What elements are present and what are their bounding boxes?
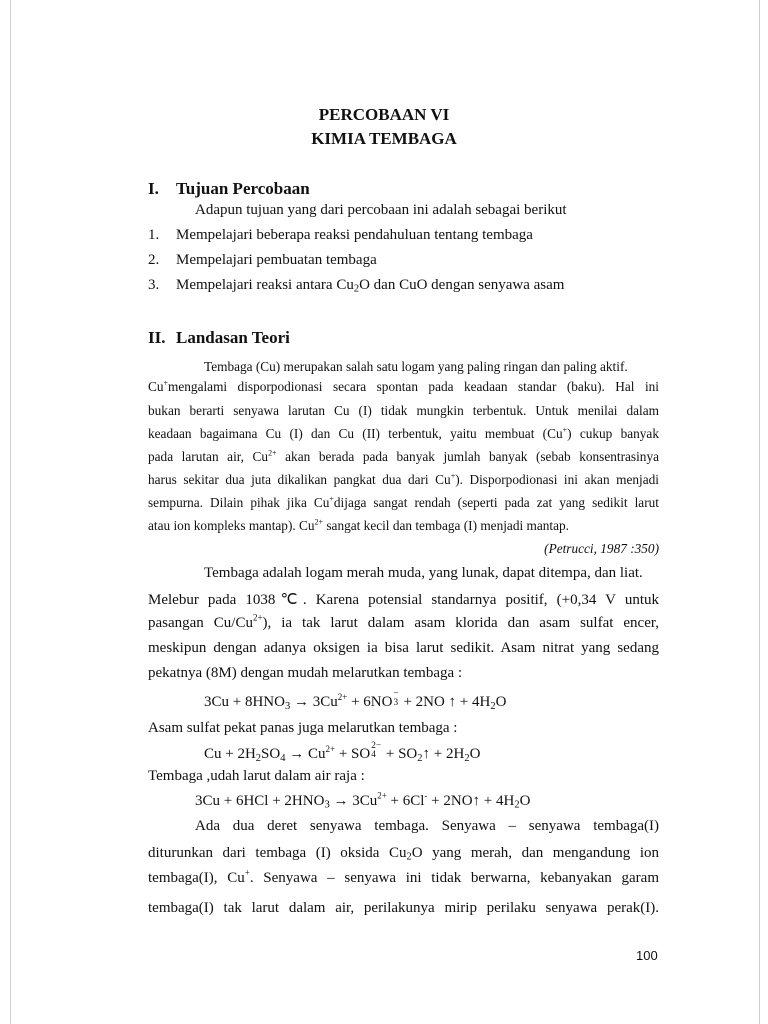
section2-heading: Landasan Teori — [176, 328, 290, 347]
paragraph-line: harus sekitar dua juta dikalikan pangkat dua dari Cu+). Disporpodionasi ini akan menjadi — [148, 471, 659, 487]
paragraph-line: Tembaga ,udah larut dalam air raja : — [148, 768, 365, 784]
paragraph-line: Cu+mengalami disporpodionasi secara spontan pada keadaan standar (baku). Hal ini — [148, 378, 659, 394]
equation-1: $3Cu + 8HNO_3 \to 3Cu^{2+} + 6NO$ − 3 + 2NO ↑ + $4H_2O$ — [204, 689, 507, 712]
paragraph-line: Asam sulfat pekat panas juga melarutkan tembaga : — [148, 720, 458, 736]
paragraph-line: pekatnya (8M) dengan mudah melarutkan tembaga : — [148, 665, 463, 681]
paragraph-line: pasangan $Cu/Cu^{2+}$), ia tak larut dalam asam klorida dan asam sulfat encer, — [148, 612, 659, 631]
list-item-number: 1. — [148, 227, 160, 243]
list-item: Mempelajari pembuatan tembaga — [176, 252, 377, 268]
paragraph-line: diturunkan dari tembaga (I) oksida $Cu_2O$ yang merah, dan mengandung ion — [148, 845, 659, 863]
section1-number: I. — [148, 179, 159, 198]
citation: (Petrucci, 1987 :350) — [544, 541, 659, 556]
paragraph-line: bukan berarti senyawa larutan Cu (I) tidak mungkin terbentuk. Untuk menilai dalam — [148, 403, 659, 418]
page-number: 100 — [636, 948, 658, 963]
section2-number: II. — [148, 328, 166, 347]
paragraph-line: meskipun dengan adanya oksigen ia bisa larut sedikit. Asam nitrat yang sedang — [148, 640, 659, 656]
section1-intro: Adapun tujuan yang dari percobaan ini adalah sebagai berikut — [195, 202, 567, 218]
list-item-number: 3. — [148, 277, 160, 293]
list-item-number: 2. — [148, 252, 160, 268]
paragraph-line: pada larutan air, $Cu^{2+}$ akan berada pada banyak jumlah banyak (sebab konsentrasinya — [148, 448, 659, 464]
paragraph-line: Tembaga (Cu) merupakan salah satu logam yang paling ringan dan paling aktif. — [204, 359, 628, 374]
paragraph-line: atau ion kompleks mantap). $Cu^{2+}$ sangat kecil dan tembaga (I) menjadi mantap. — [148, 517, 569, 533]
list-item: Mempelajari reaksi antara $Cu_2O$ dan CuO dengan senyawa asam — [176, 277, 565, 295]
page-subtitle: KIMIA TEMBAGA — [311, 129, 457, 148]
paragraph-line: keadaan bagaimana Cu (I) dan Cu (II) terbentuk, yaitu membuat (Cu+) cukup banyak — [148, 425, 659, 441]
paragraph-line: Melebur pada 1038℃. Karena potensial standarnya positif, (+0,34 V untuk — [148, 592, 659, 608]
section1-heading: Tujuan Percobaan — [176, 179, 310, 198]
paragraph-line: tembaga(I) tak larut dalam air, perilakunya mirip perilaku senyawa perak(I). — [148, 900, 659, 916]
equation-2: $Cu + 2H_2SO_4 \to Cu^{2+}$ + SO 2− 4 + $SO_2↑ + 2H_2O$ — [204, 741, 481, 764]
page-title: PERCOBAAN VI — [318, 105, 450, 124]
list-item: Mempelajari beberapa reaksi pendahuluan tentang tembaga — [176, 227, 533, 243]
paragraph-line: tembaga(I), Cu+. Senyawa – senyawa ini tidak berwarna, kebanyakan garam — [148, 867, 659, 886]
paragraph-line: Ada dua deret senyawa tembaga. Senyawa – senyawa tembaga(I) — [195, 818, 659, 834]
equation-3: $3Cu + 6HCl + 2HNO_3 \to 3Cu^{2+} + 6Cl^-$ + 2NO↑ + $4H_2O$ — [195, 790, 531, 811]
paragraph-line: Tembaga adalah logam merah muda, yang lunak, dapat ditempa, dan liat. — [204, 565, 643, 581]
paragraph-line: sempurna. Dilain pihak jika Cu+dijaga sangat rendah (seperti pada zat yang sedikit larut — [148, 494, 659, 510]
